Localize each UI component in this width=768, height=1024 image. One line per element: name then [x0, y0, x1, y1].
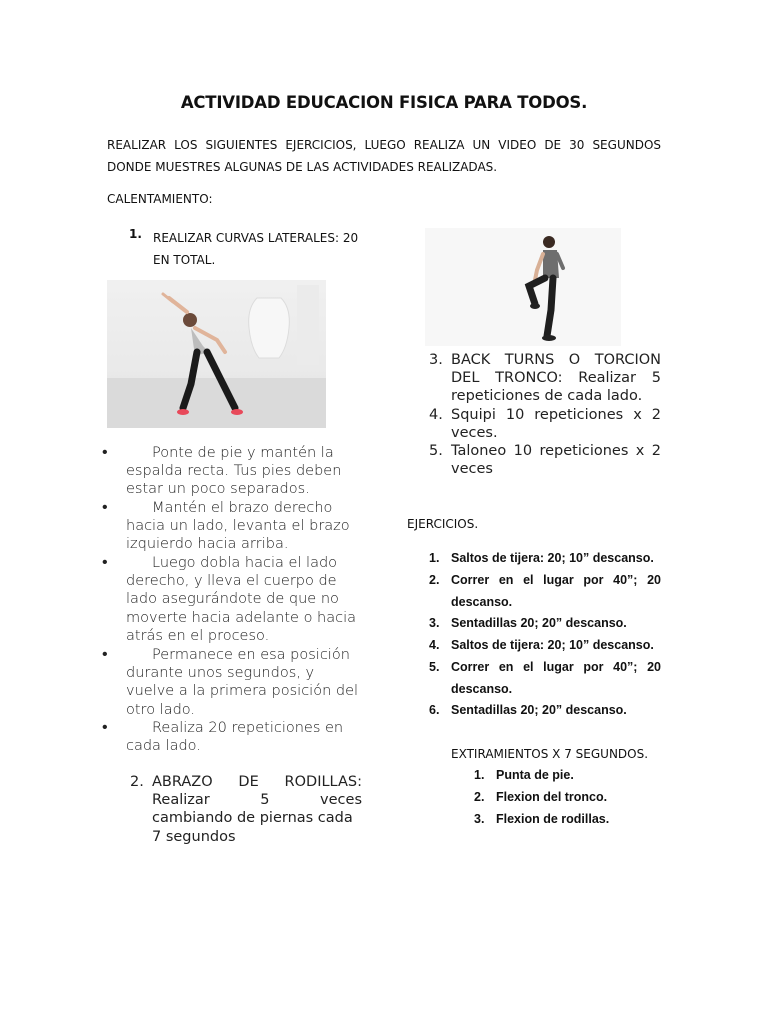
item-number: 2. — [130, 774, 144, 790]
exercise-item: 6. Sentadillas 20; 20” descanso. — [429, 703, 627, 717]
woman-side-bend-photo — [107, 280, 326, 428]
exercises-heading: EJERCICIOS. — [407, 517, 479, 531]
item-number: 1. — [129, 227, 142, 241]
exercise-item: 2. Correr en el lugar por 40”; 20 — [429, 573, 661, 587]
man-knee-raise-photo — [425, 228, 621, 346]
stretches-heading: EXTIRAMIENTOS X 7 SEGUNDOS. — [451, 747, 649, 761]
stretch-item: 2. Flexion del tronco. — [474, 790, 608, 804]
bullet-icon: • — [102, 552, 108, 571]
exercise-item-cont: descanso. — [451, 682, 513, 696]
bullet-icon: • — [102, 442, 108, 461]
item-number: 3. — [429, 352, 443, 368]
exercise-item: 1. Saltos de tijera: 20; 10” descanso. — [429, 551, 654, 565]
warmup-item-5: 5. Taloneo 10 repeticiones x 2 veces — [429, 443, 661, 478]
warmup-item-1 — [129, 227, 361, 271]
bullet-icon: • — [102, 497, 108, 516]
exercise-item-cont: descanso. — [451, 595, 513, 609]
item-1-line-2: EN TOTAL. — [153, 253, 216, 267]
item-number: 5. — [429, 443, 443, 459]
bullet-item: • Ponte de pie y mantén la espalda recta. Tus pies deben estar un poco separados. — [102, 442, 342, 498]
item-1-line-1: REALIZAR CURVAS LATERALES: 20 — [153, 231, 359, 245]
intro-paragraph: REALIZAR LOS SIGUIENTES EJERCICIOS, LUEGO REALIZA UN VIDEO DE 30 SEGUNDOS DONDE MUESTRES ALGUNAS DE LAS ACTIVIDADES REALIZADAS. — [107, 138, 661, 174]
page-title: ACTIVIDAD EDUCACION FISICA PARA TODOS. — [180, 93, 588, 112]
stretch-item: 1. Punta de pie. — [474, 768, 574, 782]
warmup-heading: CALENTAMIENTO: — [107, 192, 213, 206]
item-number: 4. — [429, 407, 443, 423]
exercise-item: 4. Saltos de tijera: 20; 10” descanso. — [429, 638, 654, 652]
bullet-item: • Luego dobla hacia el lado derecho, y lleva el cuerpo de lado asegurándote de que no moverte hacia adelante o hacia atrás en el proceso. — [102, 552, 357, 644]
stretch-item: 3. Flexion de rodillas. — [474, 812, 610, 826]
exercise-item: 3. Sentadillas 20; 20” descanso. — [429, 616, 627, 630]
bullet-item: • Permanece en esa posición durante unos segundos, y vuelve a la primera posición del otro lado. — [102, 644, 359, 718]
bullet-icon: • — [102, 717, 108, 736]
bullet-icon: • — [102, 644, 108, 663]
warmup-item-3: 3. BACK TURNS O TORCION DEL TRONCO: Realizar 5 repeticiones de cada lado. — [429, 352, 661, 405]
bullet-item: • Realiza 20 repeticiones en cada lado. — [102, 717, 344, 755]
warmup-item-4: 4. Squipi 10 repeticiones x 2 veces. — [429, 407, 661, 442]
bullet-item: • Mantén el brazo derecho hacia un lado, levanta el brazo izquierdo hacia arriba. — [102, 497, 350, 553]
exercise-item: 5. Correr en el lugar por 40”; 20 — [429, 660, 661, 674]
